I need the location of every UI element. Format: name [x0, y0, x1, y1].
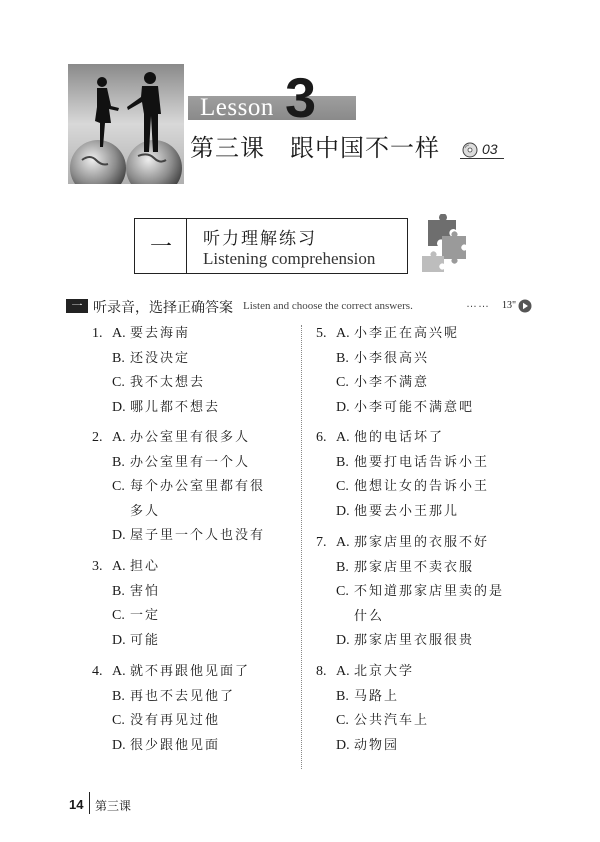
option-label: D. — [112, 528, 126, 543]
option-text: 办公室里有很多人 — [130, 430, 251, 445]
option-label: A. — [112, 664, 126, 679]
option-text: 担心 — [130, 559, 161, 574]
option-text: 小李不满意 — [354, 375, 430, 390]
option-text: 那家店里不卖衣服 — [354, 559, 475, 575]
option-label: B. — [112, 688, 125, 704]
lesson-number: 3 — [285, 66, 317, 129]
option-label: A. — [112, 430, 126, 445]
option-text: 小李正在高兴呢 — [354, 326, 460, 341]
question-number: 5. — [316, 326, 327, 341]
option-text: 要去海南 — [130, 326, 191, 341]
section-title-en: Listening comprehension — [203, 249, 376, 268]
option-label: C. — [336, 375, 349, 390]
option-label: C. — [112, 608, 125, 623]
option-label: B. — [112, 350, 125, 366]
option-text: 他的电话坏了 — [354, 430, 445, 445]
option-label: B. — [336, 688, 349, 704]
puzzle-pieces-icon — [418, 214, 472, 274]
question-number: 7. — [316, 535, 327, 550]
option-label: D. — [336, 399, 350, 415]
question-number: 6. — [316, 430, 327, 445]
option-label: B. — [336, 350, 349, 366]
question-3 — [92, 555, 160, 653]
option-text: 马路上 — [354, 688, 400, 704]
option-text: 公共汽车上 — [354, 713, 430, 728]
section-number: 一 — [150, 235, 173, 260]
option-text: 北京大学 — [354, 664, 415, 679]
option-label: D. — [336, 633, 350, 648]
option-label: D. — [112, 737, 126, 753]
option-text: 没有再见过他 — [130, 713, 221, 728]
option-label: C. — [336, 479, 349, 494]
option-text: 他要去小王那儿 — [354, 503, 460, 519]
option-text: 他要打电话告诉小王 — [354, 454, 490, 470]
footer-lesson-label: 第三课 — [95, 799, 132, 813]
option-label: B. — [336, 454, 349, 470]
option-label: A. — [112, 326, 126, 341]
option-label: A. — [336, 535, 350, 550]
lesson-word: Lesson — [200, 94, 274, 121]
title-underline — [460, 158, 504, 159]
option-label: A. — [112, 559, 126, 574]
question-5 — [316, 322, 474, 420]
page-number: 14 — [69, 797, 84, 812]
option-label: C. — [112, 375, 125, 390]
option-text-continued: 多人 — [130, 503, 161, 519]
option-label: C. — [336, 713, 349, 728]
audio-cd-icon[interactable] — [462, 142, 478, 158]
option-text: 再也不去见他了 — [130, 688, 236, 704]
section-divider — [186, 218, 187, 274]
question-7 — [316, 531, 504, 654]
option-label: D. — [336, 503, 350, 519]
audio-track-number: 03 — [482, 141, 498, 157]
instruction-en: Listen and choose the correct answers. — [243, 300, 413, 312]
question-number: 4. — [92, 664, 103, 679]
option-label: C. — [112, 713, 125, 728]
option-label: A. — [336, 326, 350, 341]
option-text: 那家店里的衣服不好 — [354, 535, 490, 550]
option-text: 办公室里有一个人 — [130, 454, 251, 470]
option-text: 害怕 — [130, 583, 161, 599]
option-label: B. — [112, 583, 125, 599]
lesson-title: 第三课 跟中国不一样 — [190, 134, 440, 162]
question-number: 2. — [92, 430, 103, 445]
instruction-cn: 听录音，选择正确答案 — [93, 300, 233, 316]
question-4 — [92, 660, 250, 758]
option-label: D. — [112, 632, 126, 648]
option-text: 他想让女的告诉小王 — [354, 479, 490, 494]
option-text: 动物园 — [354, 737, 400, 753]
option-text: 一定 — [130, 608, 161, 623]
option-text: 不知道那家店里卖的是 — [354, 584, 505, 599]
option-label: C. — [112, 479, 125, 494]
question-number: 3. — [92, 559, 103, 574]
option-text: 小李可能不满意吧 — [354, 399, 475, 415]
option-text: 我不太想去 — [130, 375, 206, 390]
question-8 — [316, 660, 429, 758]
option-label: A. — [336, 430, 350, 445]
instruction-leader-dots: …… — [466, 298, 490, 310]
option-text: 那家店里衣服很贵 — [354, 633, 475, 648]
column-divider — [301, 325, 302, 769]
question-2 — [92, 426, 265, 549]
option-text: 就不再跟他见面了 — [130, 664, 251, 679]
option-label: C. — [336, 584, 349, 599]
play-icon[interactable] — [518, 299, 532, 313]
option-label: D. — [336, 737, 350, 753]
option-text: 哪儿都不想去 — [130, 399, 221, 415]
question-number: 8. — [316, 664, 327, 679]
instruction-badge: 一 — [66, 299, 88, 313]
audio-duration: 13" — [502, 300, 517, 311]
option-label: A. — [336, 664, 350, 679]
option-text: 小李很高兴 — [354, 350, 430, 366]
option-text: 可能 — [130, 632, 161, 648]
option-text: 还没决定 — [130, 350, 191, 366]
option-label: D. — [112, 399, 126, 415]
footer-divider — [89, 792, 90, 814]
question-number: 1. — [92, 326, 103, 341]
question-1 — [92, 322, 220, 420]
handshake-globe-illustration — [68, 64, 184, 184]
option-text: 屋子里一个人也没有 — [130, 528, 266, 543]
option-text: 很少跟他见面 — [130, 737, 221, 753]
option-text-continued: 什么 — [354, 608, 385, 624]
question-6 — [316, 426, 489, 524]
option-label: B. — [112, 454, 125, 470]
option-text: 每个办公室里都有很 — [130, 479, 266, 494]
section-title-cn: 听力理解练习 — [203, 229, 317, 249]
option-label: B. — [336, 559, 349, 575]
